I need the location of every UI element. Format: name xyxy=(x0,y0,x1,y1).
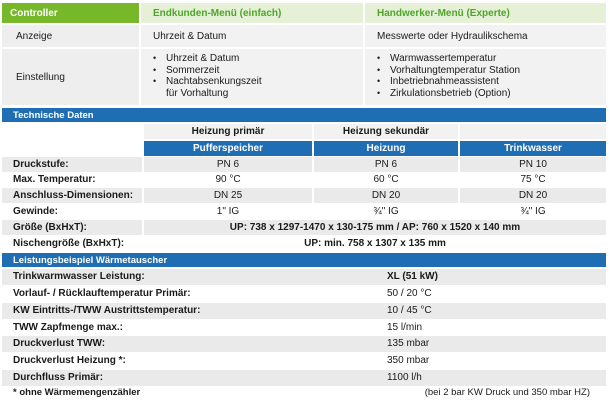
list-item: • Warmwassertemperatur xyxy=(377,53,606,65)
cell: 75 °C xyxy=(458,172,606,187)
anzeige-label: Anzeige xyxy=(2,25,139,47)
cell: 50 / 20 °C xyxy=(387,288,432,299)
cell: PN 6 xyxy=(142,157,312,172)
list-item: • Sommerzeit xyxy=(153,65,363,77)
anzeige-experte: Messwerte oder Hydraulikschema xyxy=(363,25,606,47)
footnote: * ohne Wärmemengenzähler xyxy=(13,387,141,398)
einstellung-row xyxy=(2,47,606,105)
table-row xyxy=(2,188,606,203)
leistung-title: Leistungsbeispiel Wärmetauscher xyxy=(2,253,606,267)
column-header-row xyxy=(2,141,606,156)
col-header-pufferspeicher: Pufferspeicher xyxy=(142,141,312,156)
col-header-heizung: Heizung xyxy=(312,141,458,156)
footer xyxy=(2,387,606,401)
table-row xyxy=(2,236,606,251)
einstellung-label: Einstellung xyxy=(2,49,139,105)
controller-header: Controller xyxy=(2,3,139,23)
group-header-primaer: Heizung primär xyxy=(142,124,312,139)
cell: ¾" IG xyxy=(312,204,458,219)
group-header-blank xyxy=(458,124,606,139)
table-row xyxy=(2,286,606,302)
cell: 90 °C xyxy=(142,172,312,187)
list-item: für Vorhaltung xyxy=(166,87,229,99)
cell: 1" IG xyxy=(142,204,312,219)
technische-daten-title: Technische Daten xyxy=(2,108,606,122)
cell: 60 °C xyxy=(312,172,458,187)
controller-table xyxy=(2,3,606,105)
controller-header-row xyxy=(2,3,606,23)
cell: 10 / 45 °C xyxy=(317,303,606,319)
experte-menu-header: Handwerker-Menü (Experte) xyxy=(363,3,606,23)
row-label: KW Eintritts-/TWW Austrittstemperatur: xyxy=(2,303,317,319)
table-row xyxy=(2,370,606,386)
einstellung-einfach xyxy=(139,49,363,105)
row-label: Druckverlust Heizung *: xyxy=(13,355,126,366)
cell: ¾" IG xyxy=(458,204,606,219)
table-row xyxy=(2,204,606,219)
list-item: • Uhrzeit & Datum xyxy=(153,53,363,65)
anzeige-einfach: Uhrzeit & Datum xyxy=(139,25,363,47)
row-label: Vorlauf- / Rücklauftemperatur Primär: xyxy=(13,288,191,299)
cell: DN 25 xyxy=(142,188,312,203)
blank-cell xyxy=(2,124,142,139)
row-label: Trinkwarmwasser Leistung: xyxy=(2,269,317,285)
cell: UP: min. 758 x 1307 x 135 mm xyxy=(142,236,606,251)
group-header-row xyxy=(2,124,606,139)
row-label: Max. Temperatur: xyxy=(2,172,142,187)
list-item: • Nachtabsenkungszeit xyxy=(153,76,363,88)
cell: PN 10 xyxy=(458,157,606,172)
cell: 15 l/min xyxy=(387,322,423,333)
col-header-trinkwasser: Trinkwasser xyxy=(458,141,606,156)
row-label: Durchfluss Primär: xyxy=(2,370,317,386)
group-header-sekundaer: Heizung sekundär xyxy=(312,124,458,139)
cell: 135 mbar xyxy=(317,336,606,352)
row-label: Nischengröße (BxHxT): xyxy=(2,236,142,251)
cell: XL (51 kW) xyxy=(317,269,606,285)
table-row xyxy=(2,220,606,235)
row-label: Anschluss-Dimensionen: xyxy=(2,188,142,203)
cell: PN 6 xyxy=(312,157,458,172)
cell: DN 20 xyxy=(312,188,458,203)
einfach-menu-header: Endkunden-Menü (einfach) xyxy=(139,3,363,23)
table-row xyxy=(2,320,606,336)
list-item: • Inbetriebnahmeassistent xyxy=(377,76,606,88)
cell: DN 20 xyxy=(458,188,606,203)
row-label: Gewinde: xyxy=(2,204,142,219)
table-row xyxy=(2,172,606,187)
footnote-conditions: (bei 2 bar KW Druck und 350 mbar HZ) xyxy=(424,387,590,398)
table-row xyxy=(2,303,606,319)
row-label: Größe (BxHxT): xyxy=(2,220,142,235)
blank-cell xyxy=(2,141,142,156)
row-label: Druckstufe: xyxy=(2,157,142,172)
einstellung-experte xyxy=(363,49,606,105)
list-item: • Vorhaltungtemperatur Station xyxy=(377,65,606,77)
table-row xyxy=(2,353,606,369)
row-label: Druckverlust TWW: xyxy=(2,336,317,352)
cell: 350 mbar xyxy=(387,355,430,366)
table-row xyxy=(2,157,606,172)
anzeige-row xyxy=(2,23,606,47)
list-item: • Zirkulationsbetrieb (Option) xyxy=(377,88,606,100)
table-row xyxy=(2,336,606,352)
table-row xyxy=(2,269,606,285)
cell: UP: 738 x 1297-1470 x 130-175 mm / AP: 760 x 1520 x 140 mm xyxy=(142,220,606,235)
cell: 1100 l/h xyxy=(317,370,606,386)
row-label: TWW Zapfmenge max.: xyxy=(13,322,124,333)
